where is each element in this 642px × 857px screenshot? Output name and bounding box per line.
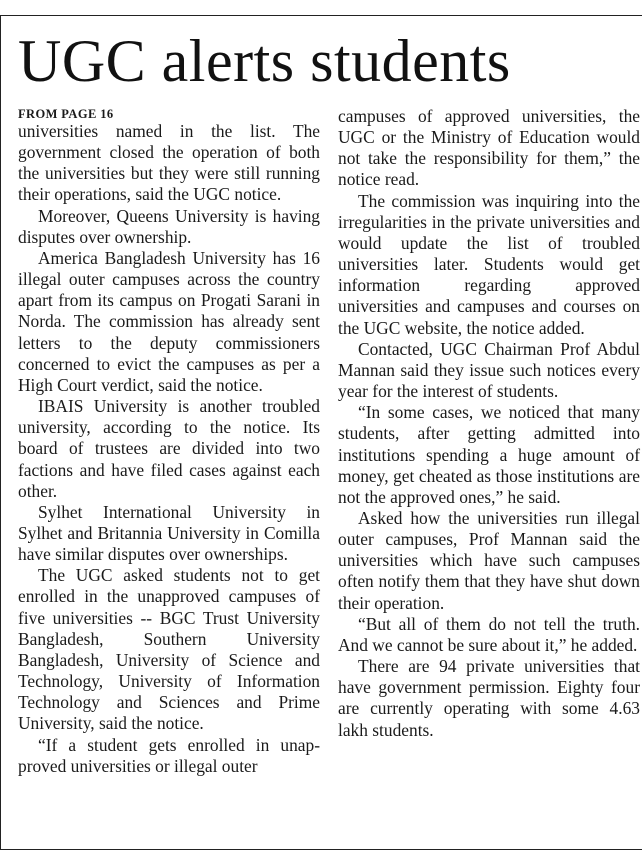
left-rule xyxy=(0,15,1,850)
paragraph: “If a student gets enrolled in unapproved universities or illegal outer xyxy=(18,734,320,776)
jump-line: FROM PAGE 16 xyxy=(18,107,114,121)
bottom-rule xyxy=(0,849,642,850)
paragraph: Asked how the universities run illegal outer campuses, Prof Mannan said the universities which have such campuses often notify them that they have shut down their operation. xyxy=(338,507,640,613)
headline: UGC alerts students xyxy=(18,28,511,94)
left-column xyxy=(18,106,320,777)
paragraph: The UGC asked students not to get enrolled in the unapproved campuses of five universities -- BGC Trust University Bangladesh, Southern University Bangladesh, University of Science and Technology, University of Information Technology and Sciences and Prime University, said the notice. xyxy=(18,565,320,734)
paragraph: America Bangladesh University has 16 illegal outer campuses across the country apart from its campus on Progati Sarani in Norda. The commission has already sent letters to the deputy commissioners concerned to evict the campuses as per a High Court verdict, said the notice. xyxy=(18,247,320,395)
paragraph: “But all of them do not tell the truth. And we cannot be sure about it,” he added. xyxy=(338,613,640,655)
paragraph: Sylhet International University in Sylhet and Britannia University in Comilla have similar disputes over ownerships. xyxy=(18,501,320,565)
paragraph: universities named in the list. The government closed the operation of both the universities but they were still running their operations, said the UGC notice. xyxy=(18,121,320,205)
paragraph: Moreover, Queens University is having disputes over ownership. xyxy=(18,205,320,247)
paragraph: campuses of approved universities, the UGC or the Ministry of Education would not take the responsibility for them,” the notice read. xyxy=(338,106,640,190)
paragraph: IBAIS University is another troubled university, according to the notice. Its board of trustees are divided into two factions and have filed cases against each other. xyxy=(18,396,320,501)
paragraph: Contacted, UGC Chairman Prof Abdul Mannan said they issue such notices every year for the interest of students. xyxy=(338,338,640,402)
paragraph: “In some cases, we noticed that many students, after getting admitted into institutions spending a huge amount of money, get cheated as those institutions are not the approved ones,” he said. xyxy=(338,402,640,507)
right-column xyxy=(338,106,640,741)
paragraph: The commission was inquiring into the irregularities in the private universities and would update the list of troubled universities later. Students would get information regarding approved universities and campuses and courses on the UGC website, the notice added. xyxy=(338,190,640,338)
paragraph: There are 94 private universities that have government permission. Eighty four are currently operating with some 4.63 lakh students. xyxy=(338,656,640,740)
top-rule xyxy=(0,15,642,16)
